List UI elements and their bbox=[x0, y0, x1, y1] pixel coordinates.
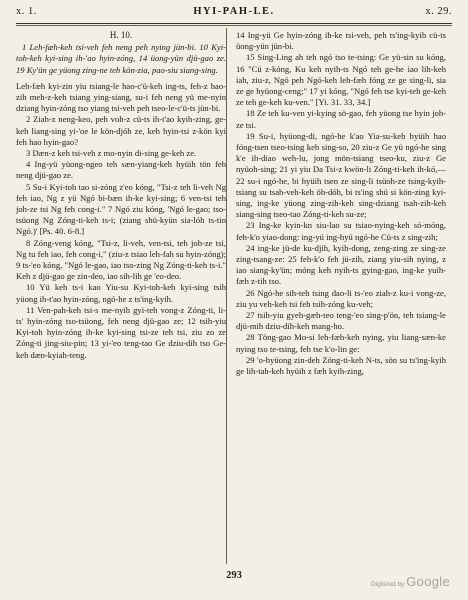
paragraph: 28 Töng-gao Mo-si leh-fæh-keh nying, yiu liang-sæn-ke nying tso te-tsing, feh tse k'o-lin ge: bbox=[236, 332, 446, 354]
paragraph: 23 Ing-ke kyin-kn siu-lao su tsiao-nying-keh só-móng, feh-k'o yiao-dong: ing-yü ing-hyü ngó-he Cü-ts z sing-zih; bbox=[236, 220, 446, 242]
chapter-end-ref: x. 29. bbox=[425, 6, 452, 17]
page-number: 293 bbox=[226, 570, 242, 581]
paragraph: 15 Sing-Ling ah teh ngó tso te-tsing: Ge yü-sin su kóng, 16 "Cü z-kóng, Ku keh nyih-ts Ngó teh ge-he iao lih-keh iah, ziu-z, Ngó peh Ngó-keh leh-fæh fóng ze ge sing-li, sia ze ge hyüong-ceng;" 17 yi kóng, "Ngó feh tse kyi-teh ge-keh ze teh ge-keh ku-ven." [Yi. 31. 33, 34.] bbox=[236, 52, 446, 108]
section-heading: H. 10. bbox=[109, 30, 133, 40]
right-column bbox=[236, 30, 446, 562]
book-title: HYI-PAH-LE. bbox=[193, 6, 275, 17]
paragraph: 8 Zóng-veng kóng, "Tsi-z, li-veh, ven-tsi, teh joh-ze tsi, Ng tu feh iao, feh cong-i," (ziu-z tsiao leh-fah su hyin-zóng); 9 ts-'eo kóng, "Ngó le-gao, iao tso-zing Ng Zóng-ti-keh ts-i." Keh z djü-gao ge zin-deo, iao sih-lih ge 'eo-deo. bbox=[16, 237, 226, 282]
paragraph: 14 Ing-yü Ge hyin-zóng ih-ke tsi-veh, peh ts'ing-kyih cü-ts üong-yün jün-bi. bbox=[236, 30, 446, 52]
paragraph: 29 'o-hyüong zin-deh Zóng-ti-keh N-ts, sön su ts'ing-kyih ge lih-tah-keh hyüih z fæh kyih-zing, bbox=[236, 354, 446, 377]
google-logo: Google bbox=[406, 574, 450, 589]
paragraph: 2 Ziah-z neng-keo, peh voh-z cü-ts ih-t'ao kyih-zing, ge-keh liang-sing yi-'oe le kön-djóh ze, keh hyin-tsi z-kön kyi feh hao hyin-gao? bbox=[16, 114, 226, 147]
watermark-prefix: Digitized by bbox=[370, 581, 405, 588]
paragraph: 5 Su-i Kyi-toh tao si-zóng z'eo kóng, "Tsi-z teh li-veh Ng feh iao, Ng z yü Ngó bi-bæn ih-ke kyi-sing; 6 ven-tsi teh joh-ze tsi Ng feh cong-i." 7 Ngó ziu kóng, 'Ngó le-gao; tso-tsüong Ng Zóng-ti-keh ts-i; (ziang shü-kyün sia-lóh ts-tin Ngó.)' [Ps. 40. 6-8.] bbox=[16, 181, 226, 237]
header-rule-thin bbox=[16, 25, 452, 26]
paragraph: 24 ing-ke jü-de ku-djih, kyih-dong, zeng-zing ze sing-ze zing-tsang-ze: 25 feh-k'o feh jü-zih, ziang yiu-sih nying, z iao siang-ky'ün; móng keh nyih-ts gying-gao, ing-ke yuih-fæh z-tih tso. bbox=[236, 242, 446, 287]
paragraph: Leh-fæh kyi-zin yiu tsiang-le hao-c'ü-keh ing-ts, feh-z hao-zih meh-z-keh tsiang ying-siang, su-i feh neng yü me-nyin dziang hyin-zóng tso yiang tsi-veh peh tseo-le-c'ü-ts jün-bi. bbox=[16, 80, 226, 114]
paragraph: 18 Ze teh ku-ven yi-kying sö-gao, feh yüong tse hyin joh-ze tsi. bbox=[236, 108, 446, 130]
paragraph: 27 tsih-yiu gyeh-gæh-teo teng-'eo sing-p'ön, teh tsiang-le djü-mih dziu-dih-keh mang-ho. bbox=[236, 310, 446, 332]
left-column bbox=[16, 30, 226, 562]
paragraph: 10 Yü keh ts-i kao Yiu-su Kyi-toh-keh kyi-sing tsih yüong ih-t'ao hyin-zóng, ngó-he z ts'ing-kyih. bbox=[16, 282, 226, 304]
paragraph: 11 Ven-pah-keh tsi-s me-nyih gyi-teh vong-z Zóng-ti, li-ts' hyin-zóng tso-tsüong, feh neng djü-gao ze; 12 tsih-yiu Kyi-toh hyin-zóng ih-ke kyi-sing tsi-ze teh tsi, ziu zo ze Zóng-ti jing-siu-pin; 13 yi-'eo teng-tao Ge dziu-dih tso Ge-keh dæn-kyiah-teng. bbox=[16, 304, 226, 360]
paragraph: 26 Ngó-he sih-teh tsing dao-li ts-'eo ziah-z ku-i vong-ze, ziu yu veh-keh tsi feh tsih-zóng ku-veh; bbox=[236, 287, 446, 309]
paragraph: 19 Su-i, hyüong-di, ngó-he k'ao Yia-su-keh hyüih hao fóng-tsen tseo-tsing keh sing-so, 20 ziu-z Ge yü ngó-he sing k'e ih-diao weh-lu, jong mön-tsiang tseo-ku, ziu-z Ge nyüoh-sing; 21 yi yiu Da Tsi-z kwön-li Zóng-ti-keh ih-kó,— 22 su-i ngó-he, bi hyüih tsen ze sing-li tsüoh-ze tsing-kyih-tsiang su tsah-veh-keh öh-dóh, bi ts'ing shü si kön-zing kyi-sing, ing-ke yüong zing-zih-keh sing-dziang tsah-zih-keh siang-sing tseo-tao Zóng-ti-keh su-ze; bbox=[236, 130, 446, 220]
digitized-watermark bbox=[371, 574, 450, 589]
running-head bbox=[16, 6, 452, 22]
chapter-start-ref: x. 1. bbox=[16, 6, 37, 17]
paragraph: 3 Dæn-z keh tsi-veh z mo-nyin di-sing ge-keh ze. bbox=[26, 148, 197, 159]
chapter-summary: 1 Leh-fæh-keh tsi-veh feh neng peh nying jün-bi. 10 Kyi-toh-keh kyi-sing ih-'ao hyin-zóng, 14 üong-yün djü-gao ze. 19 Ky'ün ge yüong zing-ne teh kön-zia, pao-siu siang-sing. bbox=[16, 42, 226, 75]
paragraph: 4 Ing-yü yüong-ngeo teh sæn-yiang-keh hyüih tön feh neng djü-gao ze. bbox=[16, 159, 226, 181]
header-rule bbox=[16, 23, 452, 24]
column-divider bbox=[226, 28, 227, 564]
